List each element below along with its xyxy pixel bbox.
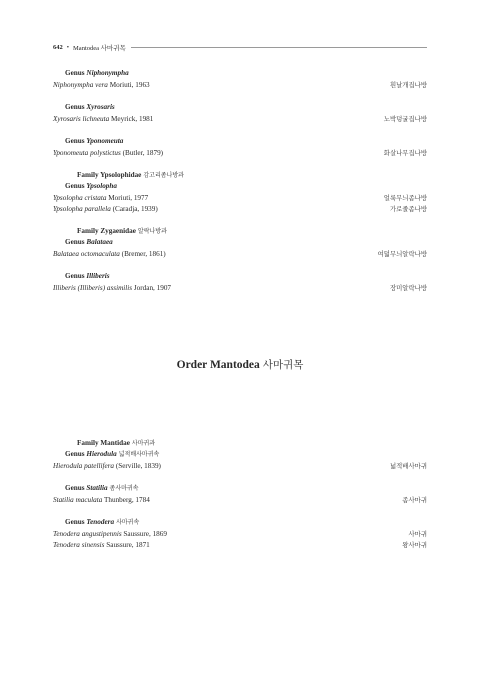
family-name: Zygaenidae [100,227,136,235]
order-name: Mantodea [209,359,260,371]
species-entry: Ypsolopha parallela (Caradja, 1939) [53,205,158,213]
header-title: Mantodea 사마귀목 [73,44,126,52]
species-author: Moriuti, 1977 [108,194,149,202]
genus-heading: Genus Xyrosaris [65,103,115,111]
genus-heading: Genus Ypsolopha [65,182,117,190]
species-entry: Tenodera sinensis Saussure, 1871 [53,541,150,549]
species-entry: Ypsolopha cristata Moriuti, 1977 [53,194,149,202]
order-heading: Order Mantodea 사마귀목 [176,359,304,371]
genus-heading: Genus Yponomeuta [65,137,124,145]
header-rule [131,47,427,48]
family-name: Ypsolophidae [100,171,142,179]
species-author: Meyrick, 1981 [111,115,154,123]
korean-name: 얼룩무늬좀나방 [383,194,427,202]
species-entry: Statilia maculata Thunberg, 1784 [53,496,150,504]
genus-korean: 넓적배사마귀속 [118,451,160,458]
species-author: (Caradja, 1939) [112,205,158,213]
species-author: (Bremer, 1861) [121,250,166,258]
family-korean: 감고리좀나방과 [143,172,184,179]
genus-korean: 사마귀속 [116,519,140,526]
korean-name: 노박덩굴집나방 [383,115,427,123]
genus-name: Illiberis [86,272,110,280]
genus-name: Tenodera [86,518,115,526]
genus-name: Yponomeuta [86,137,124,145]
species-entry: Balataea octomaculata (Bremer, 1861) [53,250,166,258]
species-author: Thunberg, 1784 [104,496,150,504]
family-heading: Family Zygaenidae 알락나방과 [77,227,167,235]
korean-name: 사마귀 [408,530,427,538]
species-author: Moriuti, 1963 [109,81,150,89]
genus-heading: Genus Illiberis [65,272,110,280]
page-number: 642 [53,43,63,51]
korean-name: 좀사마귀 [402,496,427,504]
genus-heading: Genus Balataea [65,238,113,246]
species-author: Saussure, 1871 [106,541,150,549]
genus-name: Statilia [86,484,108,492]
order-korean: 사마귀목 [262,359,304,371]
species-author: Saussure, 1869 [123,530,167,538]
genus-korean: 좀사마귀속 [109,485,139,492]
family-korean: 알락나방과 [137,228,167,235]
species-entry: Illiberis (Illiberis) assimilis Jordan, 1907 [53,284,172,292]
korean-name: 여덟무늬알락나방 [377,250,427,258]
genus-heading: Genus Tenodera 사마귀속 [65,518,140,526]
family-korean: 사마귀과 [131,440,156,447]
genus-name: Balataea [86,238,113,246]
species-entry: Yponomeuta polystictus (Butler, 1879) [53,149,164,157]
family-name: Mantidae [100,439,130,447]
species-author: Jordan, 1907 [133,284,172,292]
family-heading: Family Ypsolophidae 감고리좀나방과 [77,171,184,179]
korean-name: 흰날개집나방 [389,81,427,89]
genus-name: Hierodula [86,450,117,458]
family-heading: Family Mantidae 사마귀과 [77,439,156,447]
species-author: (Butler, 1879) [122,149,164,157]
genus-name: Ypsolopha [86,182,117,190]
species-entry: Hierodula patellifera (Serville, 1839) [53,462,161,470]
korean-name: 넓적배사마귀 [389,462,427,470]
running-header [53,42,427,52]
korean-name: 장미알락나방 [389,284,427,292]
korean-name: 화살나무집나방 [383,149,427,157]
korean-name: 왕사마귀 [402,541,427,549]
header-bullet: • [66,43,70,51]
species-entry: Niphonympha vera Moriuti, 1963 [53,81,150,89]
genus-heading: Genus Hierodula 넓적배사마귀속 [65,450,160,458]
genus-name: Niphonympha [86,69,129,77]
korean-name: 가로줄좀나방 [389,205,427,213]
genus-heading: Genus Niphonympha [65,69,129,77]
species-entry: Xyrosaris lichneuta Meyrick, 1981 [53,115,154,123]
genus-heading: Genus Statilia 좀사마귀속 [65,484,139,492]
genus-name: Xyrosaris [86,103,115,111]
species-entry: Tenodera angustipennis Saussure, 1869 [53,530,167,538]
species-author: (Serville, 1839) [115,462,161,470]
